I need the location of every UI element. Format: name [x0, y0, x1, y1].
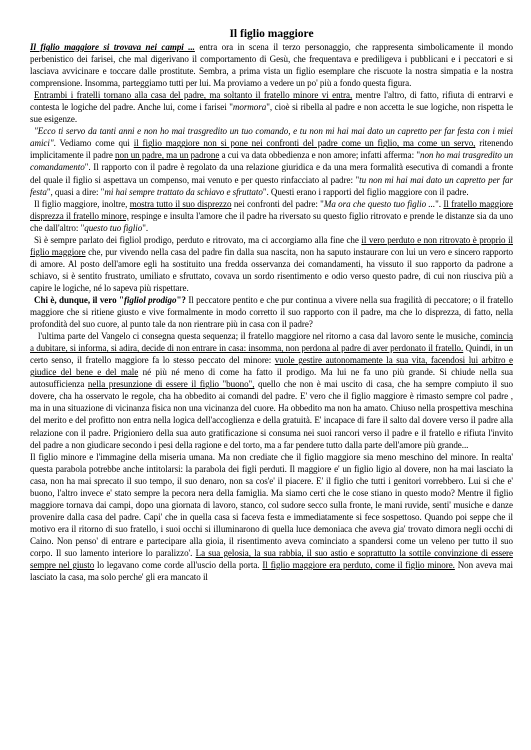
underlined-span: vuole gestire autonomamente la sua vita, facendosi lui arbitro e giudice del bene e del male — [30, 355, 513, 378]
bold-italic-span: figliol prodigo — [123, 294, 177, 305]
quote-span: Ma ora che questo tuo figlio ... — [323, 198, 436, 209]
quote-span: "Ecco ti servo da tanti anni e non ho mai trasgredito un tuo comando, e tu non mi hai mai dato un capretto per far festa con i miei amici" — [30, 126, 513, 149]
text-span: Sì è sempre parlato dei figliol prodigo, perduto e ritrovato, ma ci accorgiamo alla fine che — [34, 234, 362, 245]
text-span: ". Questi erano i rapporti del figlio maggiore con il padre. — [262, 186, 469, 197]
text-span: l'ultima parte del Vangelo ci consegna questa sequenza; il fratello maggiore nel ritorno a casa dal lavoro sente le musiche, — [38, 331, 481, 342]
underlined-span: Il fratello maggiore disprezza il fratello minore, — [30, 198, 513, 221]
page-title: Il figlio maggiore — [229, 28, 314, 40]
text-span: Non aveva mai lasciato la casa, ma solo perche' gli era mancato il — [30, 560, 514, 583]
paragraph-6 — [30, 294, 513, 330]
quote-span: mi hai sempre trattato da schiavo e sfruttato — [104, 186, 263, 197]
paragraph-3 — [30, 125, 513, 197]
text-span: ", quasi a dire: " — [46, 186, 105, 197]
quote-span: tu non mi hai mai dato un capretto per far festa — [30, 174, 513, 197]
text-span: lo legavano come corde all'uscio della porta. — [94, 560, 263, 571]
text-span: mentre l'altro, di fatto, rifiuta di entrarvi e contesta le logiche del padre. Anche lui, come i farisei " — [30, 90, 513, 113]
text-span: . Vediamo come qui — [53, 138, 134, 149]
underlined-span: Il figlio maggiore era perduto, come il figlio minore. — [262, 560, 455, 571]
underlined-span: non un padre, ma un padrone — [115, 150, 220, 161]
text-span: Quindi, in un certo senso, il fratello maggiore fa lo stesso peccato del minore: — [30, 343, 513, 366]
text-span: Il peccatore pentito e che pur continua a vivere nella sua fragilità di peccatore; o il fratello maggiore che si ritiene giusto e vive formalmente in modo corretto il suo rapporto con il padre, ma che lo disprezza, di fatto, nella profondità del suo cuore, al punto tale da non rientrare più in casa con il padre? — [30, 294, 513, 330]
quote-span: non ho mai trasgredito un comandamento — [30, 150, 513, 173]
text-span: Il figlio minore e l'immagine della miseria umana. Ma non crediate che il figlio maggiore sia meno meschino del minore. In realta' questa parabola potrebbe anche intitolarsi: la parabola dei figli perduti. Il maggiore e' un figlio ligio al dovere, non ha mai lasciato la casa, non ha mai sprecato il suo tempo, il suo denaro, non sa cos'e' il piacere. E' il figlio che tutti i genitori vorrebbero. Lui si che e' buono, l'altro invece e' stato sempre la pecora nera della famiglia. Ma siamo certi che le cose stiano in questo modo? Mentre il figlio maggiore tornava dai campi, dopo una giornata di lavoro, stanco, col sudore secco sulla fronte, le mani ruvide, senti' musiche e danze provenire dalla casa del padre. Capi' che in quella casa si faceva festa e immediatamente si fece sospettoso. Quando poi seppe che il motivo era il ritorno di suo fratello, i suoi occhi si illuminarono di quella luce demoniaca che aveva gia' trovato dimora negli occhi di Caino. Non penso' di entrare e partecipare alla gioia, il risentimento aveva cominciato a spandersi come un veleno per tutto il suo corpo. Il suo lamento interiore lo paralizzo'. — [30, 451, 513, 558]
paragraph-4 — [30, 198, 513, 234]
paragraph-1 — [30, 41, 513, 89]
underlined-span: Entrambi i fratelli tornano alla casa del padre, ma soltanto il fratello minore vi entra, — [34, 90, 353, 101]
text-span: a cui va data obbedienza e non amore; infatti afferma: " — [219, 150, 420, 161]
text-span: ", cioè si ribella al padre e non accetta le sue logiche, non rispetta le sue esigenze. — [30, 102, 513, 125]
quote-span: questo tuo figlio — [84, 222, 143, 233]
text-span: ". — [435, 198, 444, 209]
paragraph-5 — [30, 234, 513, 294]
paragraph-8 — [30, 451, 513, 584]
document-body — [30, 41, 513, 583]
text-span: respinge e insulta l'amore che il padre ha riversato su questo figlio ritrovato e prende le distanze sia da uno che dall'altro: " — [30, 210, 513, 233]
underlined-span: comincia a dubitare, si informa, si adira, decide di non entrare in casa: insomma, non perdona al padre di aver perdonato il fratello. — [30, 331, 513, 354]
text-span: quello che non è mai uscito di casa, che ha sempre compiuto il suo dovere, cha ha osservato le regole, cha ha obbedito ai comandi del padre. E' vero che il figlio maggiore è rimasto sempre col padre , ma in una situazione di vicinanza fisica non una vicinanza del cuore. Ha obbedito ma non ha amato. Chiuso nella prospettiva meschina del merito e del profitto non entra nella logica dell'accoglienza e della gratuità. E' incapace di fare il salto dal dovere verso il padre alla relazione con il padre. Prigioniero della sua auto gratificazione si consuma nei suoi rancori verso il padre e il fratello e rifiuta l'invito del padre a non giudicare secondo i pesi della ragione e del torto, ma a far pendere tutto dalla parte dell'amore più grande... — [30, 379, 514, 450]
underlined-span: La sua gelosia, la sua rabbia, il suo astio e soprattutto la sottile convinzione di essere sempre nel giusto — [30, 547, 513, 571]
text-span: ". — [142, 222, 149, 233]
text-span: ritenendo implicitamente il padre — [30, 138, 513, 161]
text-span: nei confronti del padre: " — [231, 198, 324, 209]
underlined-span: il vero perduto e non ritrovato è proprio il figlio maggiore — [30, 234, 513, 257]
text-span: entra ora in scena il terzo personaggio, che rappresenta simbolicamente il mondo perbenistico dei farisei, che mal digerivano il comportamento di Gesù, che frequentava e prediligeva i pubblicani e i peccatori e si lasciava avvicinare e toccare dalle prostitute. Sembra, a prima vista un figlio esemplare che riscuote la nostra simpatia e la nostra comprensione. Insomma, parteggiamo tutti per lui. Ma proviamo a vedere un po' più a fondo questa figura. — [30, 42, 513, 89]
text-span: che, pur vivendo nella casa del padre fin dalla sua nascita, non ha saputo instaurare con lui un vero e sincero rapporto di amore. Al posto dell'amore egli ha sostituito una fredda osservanza dei comandamenti, ha vissuto il suo rapporto da padrone a schiavo, si è sentito frustrato, umiliato e sfruttato, covava un sordo risentimento e odio verso questo padre, di cui non riusciva più a capire le logiche, né lo sapeva più rispettare. — [30, 246, 514, 293]
underlined-span: mostra tutto il suo disprezzo — [129, 198, 232, 209]
paragraph-2 — [30, 89, 513, 125]
bold-span: Chi è, dunque, il vero " — [34, 294, 124, 305]
text-span: Il figlio maggiore, inoltre, — [34, 198, 130, 209]
paragraph-7 — [30, 330, 513, 450]
section-lead: Il figlio maggiore si trovava nei campi ... — [30, 42, 195, 52]
italic-span: mormora — [232, 102, 267, 113]
text-span: ". Il rapporto con il padre è regolato da una relazione giuridica e da una mera formalità esecutiva di comandi a fronte del quale il figlio si aspettava un compenso, mai venuto e per questo rinfacciato al padre: " — [30, 162, 513, 185]
underlined-span: il figlio maggiore non si pone nei confronti del padre come un figlio, ma come un servo, — [133, 138, 476, 149]
underlined-span: nella presunzione di essere il figlio "buono", — [87, 379, 255, 390]
text-span: né più né meno di come ha fatto il prodigo. Ma lui ne fa uno più grande. Si chiude nella sua autosufficienza — [30, 367, 513, 390]
bold-span: "? — [176, 294, 186, 305]
